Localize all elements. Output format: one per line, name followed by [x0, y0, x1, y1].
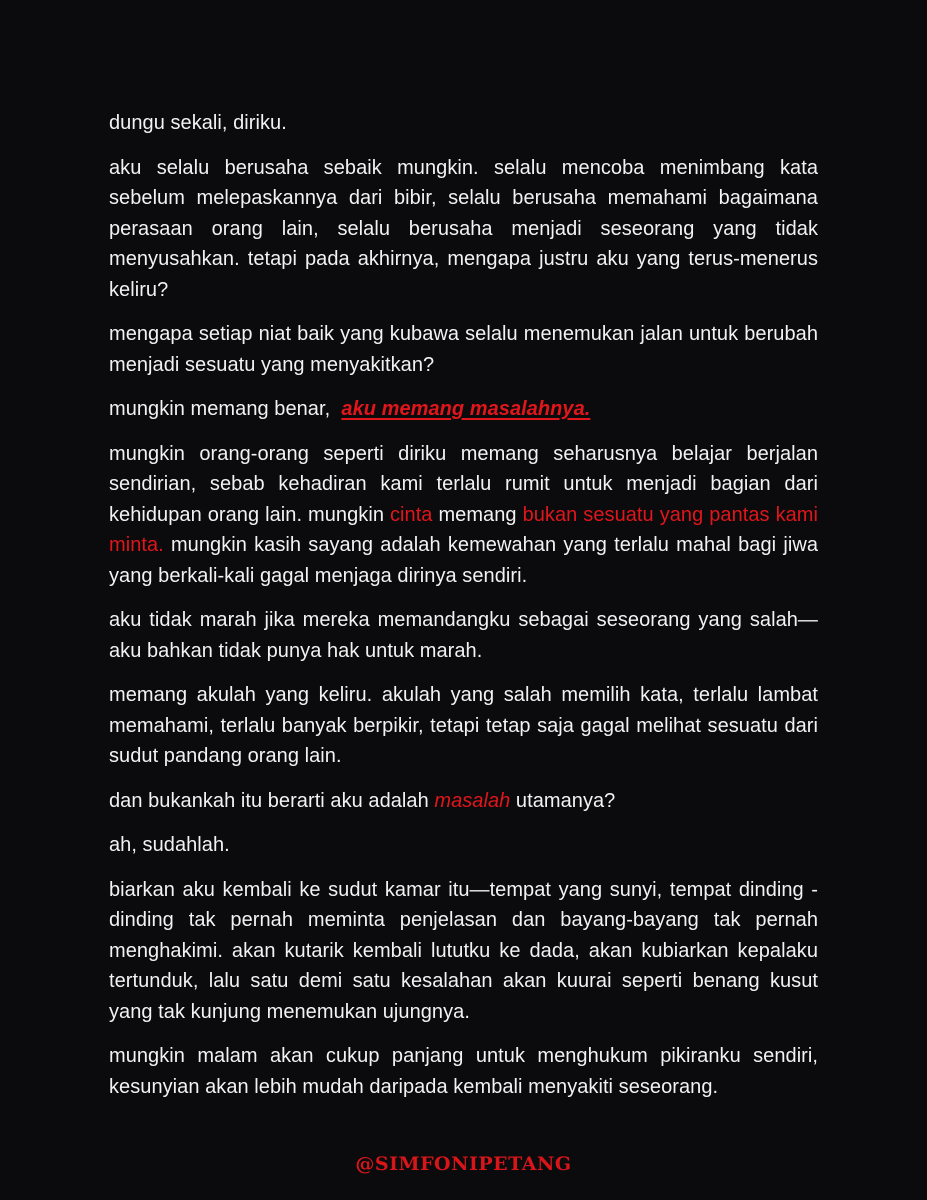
paragraph-5-text-a: mungkin orang-orang seperti diriku memang seharusnya belajar berjalan sendirian, sebab kehadiran kami terlalu rumit untuk menjadi bagian dari kehidupan orang lain. mungkin — [109, 442, 818, 526]
paragraph-1: dungu sekali, diriku. — [109, 112, 287, 134]
paragraph-11: mungkin malam akan cukup panjang untuk menghukum pikiranku sendiri, kesunyian akan lebih mudah daripada kembali menyakiti seseorang. — [109, 1045, 818, 1098]
author-handle: @SIMFONIPETANG — [355, 1153, 572, 1175]
paragraph-5-text-e: mungkin kasih sayang adalah kemewahan yang terlalu mahal bagi jiwa yang berkali-kali gagal menjaga dirinya sendiri. — [109, 534, 818, 587]
highlight-aku-memang-masalahnya: aku memang masalahnya. — [341, 398, 591, 420]
paragraph-4-text: mungkin memang benar, — [109, 398, 342, 420]
highlight-cinta: cinta — [389, 503, 433, 526]
highlight-bukan-sesuatu: bukan sesuatu yang pantas kami minta. — [109, 503, 819, 556]
highlight-masalah: masalah — [434, 789, 511, 812]
paragraph-8-text-a: dan bukankah itu berarti aku adalah — [109, 789, 435, 812]
paragraph-2: aku selalu berusaha sebaik mungkin. selalu mencoba menimbang kata sebelum melepaskannya dari bibir, selalu berusaha memahami bagaimana perasaan orang lain, selalu berusaha menjadi seseorang yang tidak menyusahkan. tetapi pada akhirnya, mengapa justru aku yang terus-menerus keliru? — [109, 156, 818, 301]
paragraph-6: aku tidak marah jika mereka memandangku sebagai seseorang yang salah—aku bahkan tidak punya hak untuk marah. — [109, 609, 818, 662]
poem-body — [109, 108, 818, 1116]
paragraph-8 — [109, 786, 818, 817]
paragraph-9: ah, sudahlah. — [109, 834, 230, 856]
paragraph-3: mengapa setiap niat baik yang kubawa selalu menemukan jalan untuk berubah menjadi sesuatu yang menyakitkan? — [109, 323, 818, 376]
paragraph-5-text-c: memang — [432, 503, 523, 526]
paragraph-5 — [109, 439, 818, 592]
paragraph-10: biarkan aku kembali ke sudut kamar itu—tempat yang sunyi, tempat dinding -dinding tak pernah meminta penjelasan dan bayang-bayang tak pernah menghakimi. akan kutarik kembali lututku ke dada, akan kubiarkan kepalaku tertunduk, lalu satu demi satu kesalahan akan kuurai seperti benang kusut yang tak kunjung menemukan ujungnya. — [109, 878, 818, 1023]
paragraph-8-text-c: utamanya? — [510, 789, 616, 812]
paragraph-4 — [109, 394, 818, 425]
paragraph-7: memang akulah yang keliru. akulah yang salah memilih kata, terlalu lambat memahami, terlalu banyak berpikir, tetapi tetap saja gagal melihat sesuatu dari sudut pandang orang lain. — [109, 684, 818, 767]
